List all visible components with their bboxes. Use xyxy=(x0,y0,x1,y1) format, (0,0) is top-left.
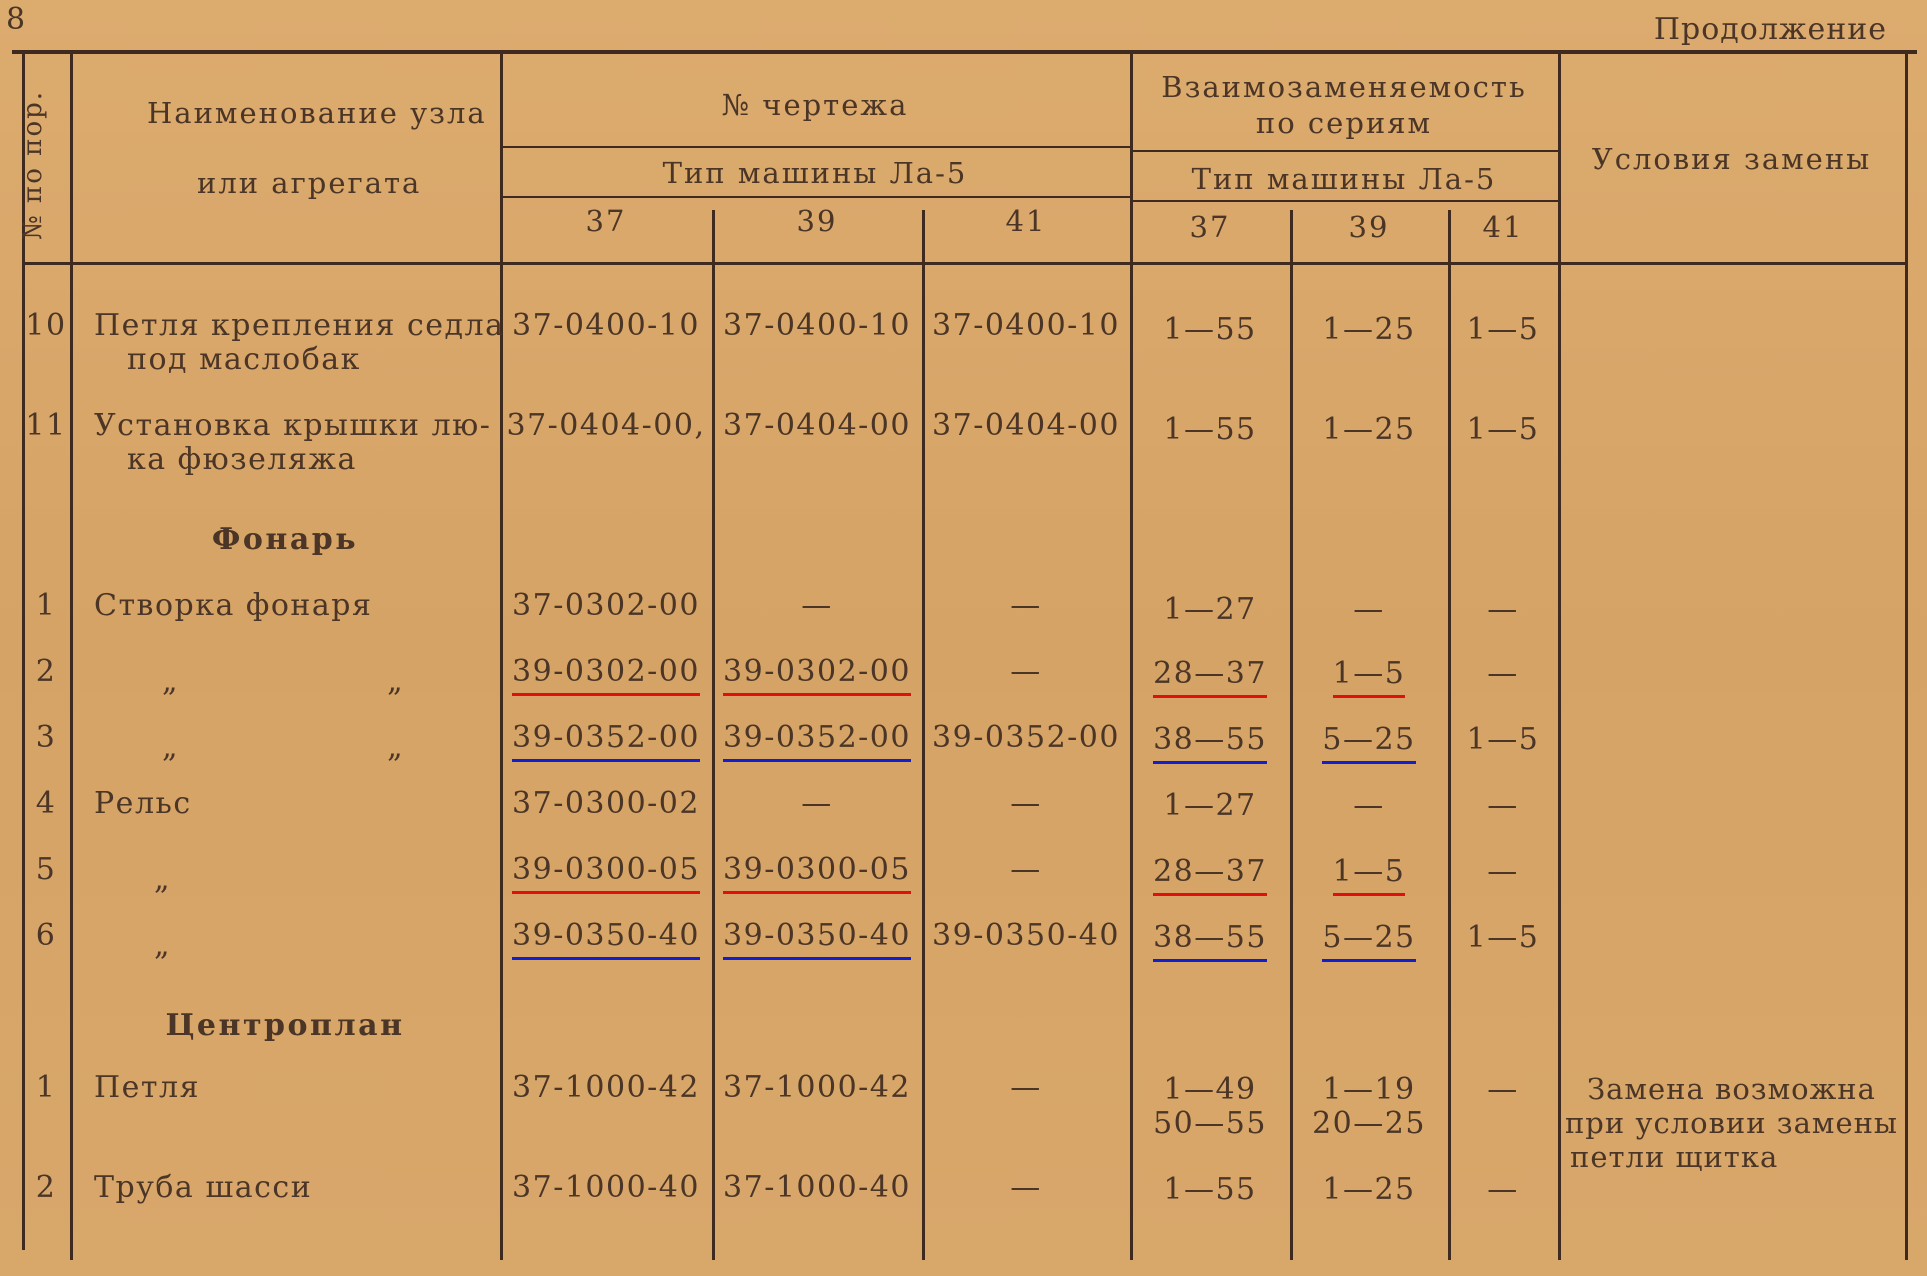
cell-d37-value: 39-0350-40 xyxy=(512,918,700,960)
cell-d37 xyxy=(500,918,712,953)
header-d37: 37 xyxy=(585,204,627,238)
cell-d41: 37-0400-10 xyxy=(932,308,1120,343)
cell-d41: — xyxy=(1010,786,1042,821)
cell-s41: — xyxy=(1487,592,1519,627)
cell-d37: 37-1000-40 xyxy=(512,1170,700,1205)
header-interch-line1: Взаимозаменяемость xyxy=(1161,70,1527,104)
cell-d37 xyxy=(500,654,712,689)
cell-s41: — xyxy=(1487,1072,1519,1107)
row-name-ditto: „ xyxy=(154,928,172,963)
header-s41: 41 xyxy=(1482,210,1524,244)
header-machine-type-interch: Тип машины Ла-5 xyxy=(1191,162,1497,196)
cell-s41: — xyxy=(1487,854,1519,889)
cell-d39: 37-0404-00 xyxy=(723,408,911,443)
cell-s37: 1—49 xyxy=(1163,1072,1257,1107)
cell-s39: — xyxy=(1353,592,1385,627)
cell-d37: 37-0300-02 xyxy=(512,786,700,821)
cell-s41: 1—5 xyxy=(1466,722,1540,757)
section-heading: Центроплан xyxy=(165,1008,405,1043)
header-machine-type-drawing: Тип машины Ла-5 xyxy=(662,156,968,190)
row-no: 4 xyxy=(35,786,57,821)
cell-s37 xyxy=(1130,656,1290,691)
row-name: Створка фонаря xyxy=(94,588,373,623)
cell-d39 xyxy=(712,918,922,953)
cell-s39-value: 5—25 xyxy=(1322,920,1415,962)
cell-s39: 1—25 xyxy=(1322,312,1416,347)
cell-d39 xyxy=(712,654,922,689)
header-s37: 37 xyxy=(1189,210,1231,244)
cell-d37-value: 39-0302-00 xyxy=(512,654,700,696)
cell-s39: 1—25 xyxy=(1322,1172,1416,1207)
cell-d41: — xyxy=(1010,654,1042,689)
header-s39: 39 xyxy=(1348,210,1390,244)
cell-s37 xyxy=(1130,722,1290,757)
header-drawing: № чертежа xyxy=(721,88,909,122)
cell-d41: — xyxy=(1010,1170,1042,1205)
cell-s37: 1—27 xyxy=(1163,788,1257,823)
page-number: 8 xyxy=(6,2,26,37)
cell-d39-value: 39-0352-00 xyxy=(723,720,911,762)
cell-d41: 39-0350-40 xyxy=(932,918,1120,953)
row-name-cont: под маслобак xyxy=(127,342,361,377)
cell-s41: 1—5 xyxy=(1466,920,1540,955)
row-no: 3 xyxy=(35,720,57,755)
cell-condition-line2: при условии замены xyxy=(1564,1106,1899,1140)
row-no: 6 xyxy=(35,918,57,953)
cell-s37: 1—55 xyxy=(1163,312,1257,347)
header-interch-line2: по сериям xyxy=(1255,106,1433,140)
cell-d37 xyxy=(500,852,712,887)
cell-s37 xyxy=(1130,920,1290,955)
row-no: 11 xyxy=(25,408,67,443)
cell-s41: — xyxy=(1487,788,1519,823)
cell-d37-value: 39-0352-00 xyxy=(512,720,700,762)
cell-s39: 1—19 xyxy=(1322,1072,1416,1107)
cell-d39: — xyxy=(801,588,833,623)
header-d41: 41 xyxy=(1005,204,1047,238)
interch-subrule-2 xyxy=(1130,200,1558,202)
cell-d39-value: 39-0302-00 xyxy=(723,654,911,696)
cell-s39 xyxy=(1290,656,1448,691)
cell-s39: — xyxy=(1353,788,1385,823)
cell-d37: 37-0400-10 xyxy=(512,308,700,343)
row-name-cont: ка фюзеляжа xyxy=(127,442,357,477)
cell-s37: 1—27 xyxy=(1163,592,1257,627)
interch-subrule-1 xyxy=(1130,150,1558,152)
cell-d41: — xyxy=(1010,852,1042,887)
row-name-ditto: „ „ xyxy=(162,730,503,765)
cell-s37-line2: 50—55 xyxy=(1153,1106,1267,1141)
cell-s41: 1—5 xyxy=(1466,312,1540,347)
cell-s39-value: 1—5 xyxy=(1333,854,1406,896)
cell-d41: — xyxy=(1010,1070,1042,1105)
cell-d41: 39-0352-00 xyxy=(932,720,1120,755)
cell-s37 xyxy=(1130,854,1290,889)
table-frame xyxy=(12,50,1917,1266)
row-no: 2 xyxy=(35,654,57,689)
row-name: Петля крепления седла xyxy=(94,308,505,343)
row-no: 10 xyxy=(25,308,67,343)
row-no: 1 xyxy=(35,1070,57,1105)
cell-s37-value: 28—37 xyxy=(1153,656,1267,698)
row-name: Петля xyxy=(94,1070,200,1105)
cell-s39: 1—25 xyxy=(1322,412,1416,447)
header-rule xyxy=(22,262,1907,265)
top-rule xyxy=(12,50,1917,54)
cell-d39: — xyxy=(801,786,833,821)
row-no: 1 xyxy=(35,588,57,623)
row-name: Установка крышки лю- xyxy=(94,408,492,443)
cell-s39 xyxy=(1290,854,1448,889)
row-no: 2 xyxy=(35,1170,57,1205)
cell-s37-value: 38—55 xyxy=(1153,722,1267,764)
row-name-ditto: „ xyxy=(154,862,172,897)
cell-s37-value: 38—55 xyxy=(1153,920,1267,962)
cell-d39-value: 39-0300-05 xyxy=(723,852,911,894)
cell-d37: 37-0404-00, xyxy=(506,408,706,443)
cell-d37 xyxy=(500,720,712,755)
cell-s41: 1—5 xyxy=(1466,412,1540,447)
cell-d37: 37-0302-00 xyxy=(512,588,700,623)
continuation-label: Продолжение xyxy=(1653,12,1887,47)
cell-s41: — xyxy=(1487,1172,1519,1207)
cell-d39: 37-1000-40 xyxy=(723,1170,911,1205)
cell-s41: — xyxy=(1487,656,1519,691)
section-heading: Фонарь xyxy=(211,522,359,557)
cell-d39: 37-1000-42 xyxy=(723,1070,911,1105)
cell-d39: 37-0400-10 xyxy=(723,308,911,343)
row-name: Рельс xyxy=(94,786,192,821)
header-no: № по пор. xyxy=(18,89,48,240)
cell-condition-line3: петли щитка xyxy=(1570,1140,1779,1174)
cell-s37: 1—55 xyxy=(1163,1172,1257,1207)
cell-condition-line1: Замена возможна xyxy=(1587,1072,1876,1106)
row-name: Труба шасси xyxy=(94,1170,313,1205)
col-divider-no xyxy=(70,50,73,1260)
cell-s37: 1—55 xyxy=(1163,412,1257,447)
drawing-subrule-1 xyxy=(500,146,1130,148)
header-conditions: Условия замены xyxy=(1591,142,1872,176)
header-d39: 39 xyxy=(796,204,838,238)
cell-d39 xyxy=(712,852,922,887)
row-name-ditto: „ „ xyxy=(162,664,503,699)
header-name-line1: Наименование узла xyxy=(147,96,487,130)
cell-s39-value: 1—5 xyxy=(1333,656,1406,698)
cell-s39 xyxy=(1290,920,1448,955)
cell-s39-line2: 20—25 xyxy=(1312,1106,1426,1141)
cell-s39-value: 5—25 xyxy=(1322,722,1415,764)
cell-s37-value: 28—37 xyxy=(1153,854,1267,896)
header-name-line2: или агрегата xyxy=(197,166,422,200)
cell-d41: 37-0404-00 xyxy=(932,408,1120,443)
cell-d39-value: 39-0350-40 xyxy=(723,918,911,960)
row-no: 5 xyxy=(35,852,57,887)
cell-d41: — xyxy=(1010,588,1042,623)
cell-d37-value: 39-0300-05 xyxy=(512,852,700,894)
cell-d39 xyxy=(712,720,922,755)
cell-d37: 37-1000-42 xyxy=(512,1070,700,1105)
right-border xyxy=(1905,50,1908,1260)
drawing-subrule-2 xyxy=(500,196,1130,198)
cell-s39 xyxy=(1290,722,1448,757)
